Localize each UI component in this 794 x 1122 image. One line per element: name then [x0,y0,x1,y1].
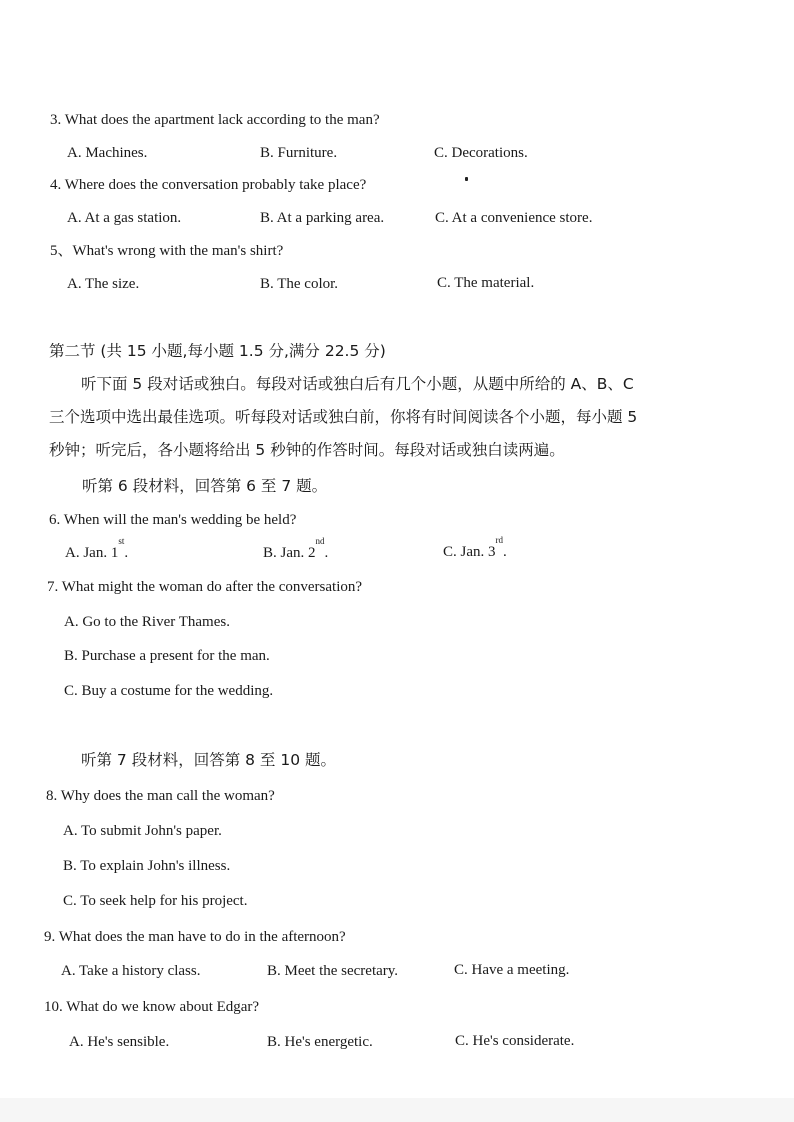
question-6-option-b: B. Jan. 2nd. [263,536,329,561]
question-3-option-a: A. Machines. [67,145,148,161]
question-10-option-a: A. He's sensible. [69,1034,170,1050]
section-2-instruction-line-2: 三个选项中选出最佳选项。听每段对话或独白前，你将有时间阅读各个小题，每小题 5 [49,408,638,426]
question-9-stem: 9. What does the man have to do in the afternoon? [44,929,346,945]
question-8-option-a: A. To submit John's paper. [63,823,222,839]
question-10-stem: 10. What do we know about Edgar? [44,999,260,1015]
stray-mark [465,177,468,181]
question-5-stem: 5、What's wrong with the man's shirt? [50,243,284,259]
question-3-option-b: B. Furniture. [260,145,338,161]
question-9-option-b: B. Meet the secretary. [267,963,399,979]
question-10-option-c: C. He's considerate. [455,1033,575,1049]
question-5-option-c: C. The material. [437,275,535,291]
question-6-stem: 6. When will the man's wedding be held? [49,512,297,528]
question-6-option-a: A. Jan. 1st. [65,536,129,561]
question-7-stem: 7. What might the woman do after the conversation? [47,579,363,595]
page-bottom-edge [0,1098,794,1122]
question-4-option-b: B. At a parking area. [260,210,385,226]
question-7-option-c: C. Buy a costume for the wedding. [64,683,274,699]
question-3-stem: 3. What does the apartment lack according to the man? [50,112,380,128]
question-10-option-b: B. He's energetic. [267,1034,373,1050]
material-6-heading: 听第 6 段材料，回答第 6 至 7 题。 [82,477,328,495]
question-6-option-c: C. Jan. 3rd. [443,535,507,560]
question-8-option-b: B. To explain John's illness. [63,858,231,874]
question-4-option-a: A. At a gas station. [67,210,182,226]
section-2-instruction-line-1: 听下面 5 段对话或独白。每段对话或独白后有几个小题，从题中所给的 A、B、C [81,375,634,393]
question-4-stem: 4. Where does the conversation probably take place? [50,177,367,193]
question-5-option-a: A. The size. [67,276,140,292]
question-9-option-c: C. Have a meeting. [454,962,570,978]
question-7-option-b: B. Purchase a present for the man. [64,648,270,664]
section-2-instruction-line-3: 秒钟；听完后，各小题将给出 5 秒钟的作答时间。每段对话或独白读两遍。 [49,441,565,459]
question-7-option-a: A. Go to the River Thames. [64,614,230,630]
material-7-heading: 听第 7 段材料，回答第 8 至 10 题。 [81,751,337,769]
section-2-heading: 第二节 (共 15 小题,每小题 1.5 分,满分 22.5 分) [49,342,386,360]
question-9-option-a: A. Take a history class. [61,963,201,979]
question-8-option-c: C. To seek help for his project. [63,893,248,909]
question-5-option-b: B. The color. [260,276,339,292]
question-3-option-c: C. Decorations. [434,145,528,161]
question-8-stem: 8. Why does the man call the woman? [46,788,275,804]
question-4-option-c: C. At a convenience store. [435,210,593,226]
